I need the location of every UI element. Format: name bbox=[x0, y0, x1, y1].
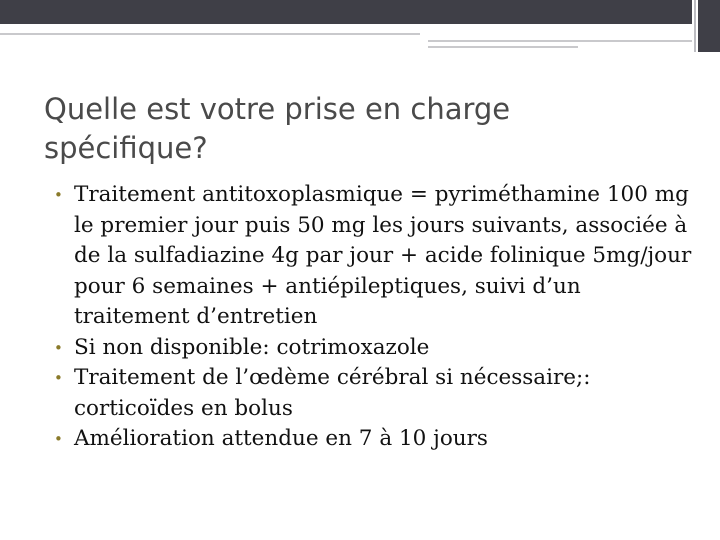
bullet-list bbox=[52, 180, 692, 455]
slide-title bbox=[44, 90, 684, 168]
slide-title-line-2: spécifique? bbox=[44, 131, 208, 165]
header-corner-block bbox=[698, 0, 720, 52]
bullet-dot-icon: • bbox=[54, 430, 63, 448]
bullet-text: Traitement de l’œdème cérébral si nécessaire;: corticoïdes en bolus bbox=[74, 365, 591, 421]
accent-line-mid bbox=[428, 40, 692, 42]
slide-body bbox=[52, 180, 692, 455]
bullet-item bbox=[52, 333, 692, 364]
slide-title-line-1: Quelle est votre prise en charge bbox=[44, 92, 511, 126]
bullet-text: Amélioration attendue en 7 à 10 jours bbox=[74, 426, 488, 451]
accent-line-short bbox=[428, 46, 578, 48]
bullet-item bbox=[52, 424, 692, 455]
header-bar bbox=[0, 0, 692, 24]
bullet-item bbox=[52, 180, 692, 333]
bullet-item bbox=[52, 363, 692, 424]
bullet-text: Si non disponible: cotrimoxazole bbox=[74, 334, 430, 360]
accent-line-left bbox=[0, 33, 420, 35]
bullet-dot-icon: • bbox=[54, 186, 63, 204]
header-divider bbox=[694, 0, 696, 52]
bullet-dot-icon: • bbox=[54, 369, 63, 387]
bullet-dot-icon: • bbox=[54, 338, 63, 357]
bullet-text: Traitement antitoxoplasmique = pyriméthamine 100 mg le premier jour puis 50 mg les jours suivants, associée à de la sulfadiazine 4g par jour + acide folinique 5mg/jour pour 6 semaines + antiépileptiques, suivi d’un traitement d’entretien bbox=[74, 182, 692, 329]
